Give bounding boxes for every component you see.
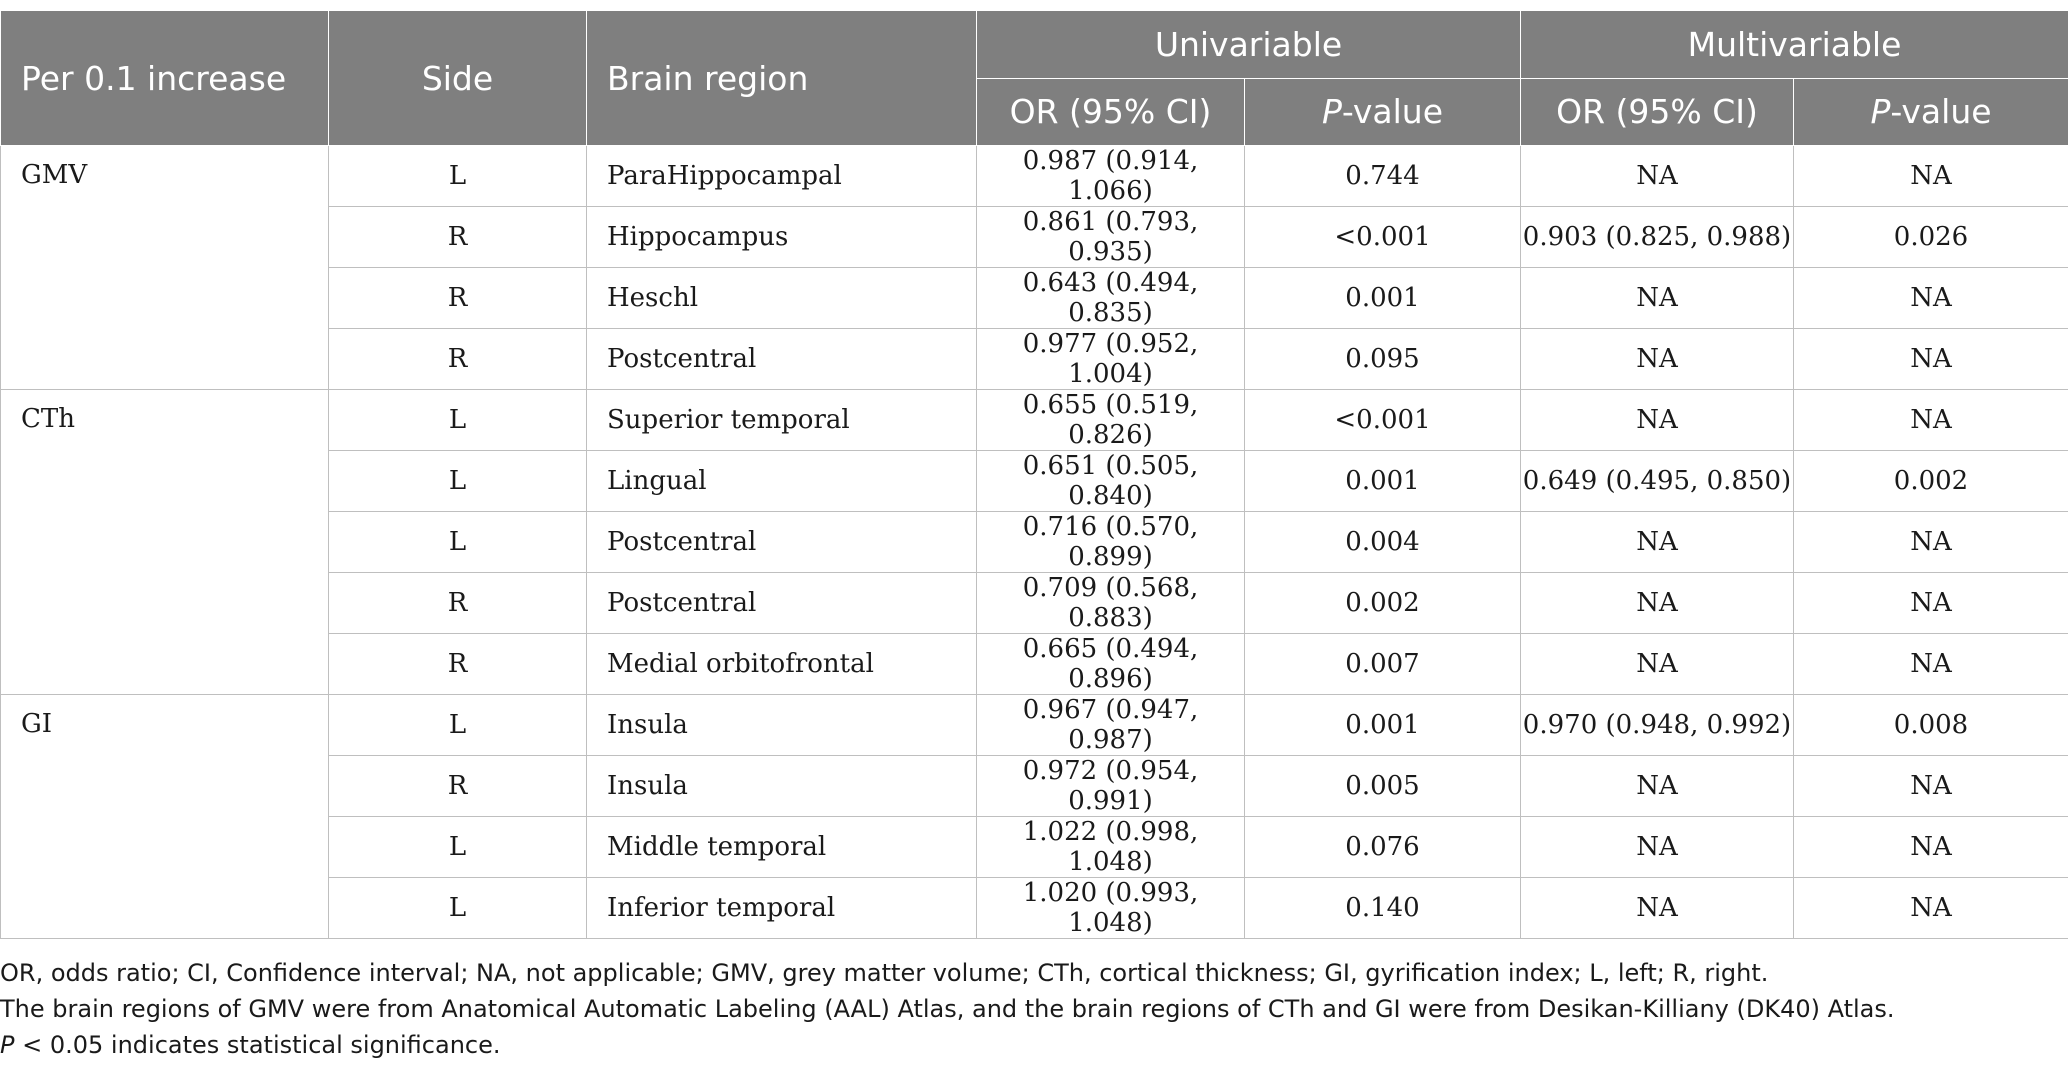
cell-multi-p: 0.026: [1794, 207, 2068, 268]
cell-multi-or: NA: [1521, 390, 1794, 451]
cell-multi-p: NA: [1794, 573, 2068, 634]
cell-multi-or: NA: [1521, 756, 1794, 817]
cell-uni-p: <0.001: [1245, 207, 1521, 268]
cell-uni-or: 1.022 (0.998, 1.048): [977, 817, 1245, 878]
table-row: [1, 146, 2068, 207]
footnote-significance: [0, 1027, 2060, 1063]
cell-side: R: [329, 634, 587, 695]
cell-multi-p: NA: [1794, 878, 2068, 939]
group-label-gmv: GMV: [1, 146, 329, 390]
cell-side: L: [329, 146, 587, 207]
cell-uni-p: 0.005: [1245, 756, 1521, 817]
table-body: [1, 146, 2068, 939]
cell-uni-or: 0.861 (0.793, 0.935): [977, 207, 1245, 268]
header-uni-p-value: [1245, 78, 1521, 146]
cell-uni-or: 0.651 (0.505, 0.840): [977, 451, 1245, 512]
cell-side: L: [329, 878, 587, 939]
header-univariable: Univariable: [977, 11, 1521, 79]
header-side: Side: [329, 11, 587, 146]
cell-uni-or: 0.716 (0.570, 0.899): [977, 512, 1245, 573]
cell-multi-p: NA: [1794, 756, 2068, 817]
cell-multi-p: NA: [1794, 329, 2068, 390]
cell-side: R: [329, 329, 587, 390]
cell-side: L: [329, 390, 587, 451]
cell-uni-p: 0.002: [1245, 573, 1521, 634]
cell-multi-or: NA: [1521, 329, 1794, 390]
cell-region: Inferior temporal: [587, 878, 977, 939]
header-brain-region: Brain region: [587, 11, 977, 146]
cell-multi-or: NA: [1521, 573, 1794, 634]
cell-uni-or: 0.655 (0.519, 0.826): [977, 390, 1245, 451]
cell-region: Middle temporal: [587, 817, 977, 878]
cell-uni-p: <0.001: [1245, 390, 1521, 451]
cell-multi-p: NA: [1794, 512, 2068, 573]
cell-multi-p: NA: [1794, 146, 2068, 207]
cell-region: Postcentral: [587, 512, 977, 573]
header-multi-p-value: [1794, 78, 2068, 146]
cell-side: R: [329, 207, 587, 268]
table-footnotes: [0, 955, 2060, 1063]
cell-uni-or: 0.972 (0.954, 0.991): [977, 756, 1245, 817]
cell-uni-or: 0.665 (0.494, 0.896): [977, 634, 1245, 695]
group-label-cth: CTh: [1, 390, 329, 695]
cell-uni-p: 0.076: [1245, 817, 1521, 878]
cell-multi-or: NA: [1521, 146, 1794, 207]
cell-region: Lingual: [587, 451, 977, 512]
cell-side: R: [329, 756, 587, 817]
cell-uni-p: 0.001: [1245, 451, 1521, 512]
cell-multi-or: NA: [1521, 634, 1794, 695]
table-row: [1, 390, 2068, 451]
cell-region: Postcentral: [587, 573, 977, 634]
cell-side: R: [329, 573, 587, 634]
header-multivariable: Multivariable: [1521, 11, 2068, 79]
header-per-increase: Per 0.1 increase: [1, 11, 329, 146]
results-table: [0, 10, 2068, 939]
cell-multi-p: NA: [1794, 268, 2068, 329]
header-uni-or-ci: OR (95% CI): [977, 78, 1245, 146]
footnote-p-italic: P: [0, 1031, 15, 1059]
cell-multi-or: NA: [1521, 817, 1794, 878]
header-uni-p-suffix: -value: [1341, 92, 1444, 132]
cell-multi-or: 0.970 (0.948, 0.992): [1521, 695, 1794, 756]
cell-uni-p: 0.001: [1245, 268, 1521, 329]
cell-side: L: [329, 451, 587, 512]
footnote-abbreviations: OR, odds ratio; CI, Confidence interval; NA, not applicable; GMV, grey matter volume; CTh, cortical thickness; GI, gyrification index; L, left; R, right.: [0, 959, 1769, 987]
cell-uni-p: 0.140: [1245, 878, 1521, 939]
cell-multi-p: NA: [1794, 634, 2068, 695]
cell-uni-p: 0.004: [1245, 512, 1521, 573]
cell-region: Medial orbitofrontal: [587, 634, 977, 695]
header-multi-p-italic: P: [1870, 92, 1891, 132]
cell-uni-p: 0.744: [1245, 146, 1521, 207]
header-uni-p-italic: P: [1321, 92, 1342, 132]
cell-side: R: [329, 268, 587, 329]
table-row: [1, 695, 2068, 756]
cell-uni-or: 0.643 (0.494, 0.835): [977, 268, 1245, 329]
cell-side: L: [329, 512, 587, 573]
cell-uni-p: 0.001: [1245, 695, 1521, 756]
cell-multi-or: 0.903 (0.825, 0.988): [1521, 207, 1794, 268]
cell-uni-or: 0.977 (0.952, 1.004): [977, 329, 1245, 390]
cell-multi-p: 0.008: [1794, 695, 2068, 756]
cell-side: L: [329, 695, 587, 756]
cell-region: Heschl: [587, 268, 977, 329]
cell-multi-p: 0.002: [1794, 451, 2068, 512]
cell-uni-or: 0.709 (0.568, 0.883): [977, 573, 1245, 634]
cell-side: L: [329, 817, 587, 878]
group-label-gi: GI: [1, 695, 329, 939]
cell-uni-or: 0.987 (0.914, 1.066): [977, 146, 1245, 207]
cell-uni-or: 1.020 (0.993, 1.048): [977, 878, 1245, 939]
cell-multi-p: NA: [1794, 817, 2068, 878]
header-multi-or-ci: OR (95% CI): [1521, 78, 1794, 146]
cell-uni-p: 0.007: [1245, 634, 1521, 695]
cell-multi-p: NA: [1794, 390, 2068, 451]
cell-multi-or: NA: [1521, 268, 1794, 329]
footnote-atlas-source: The brain regions of GMV were from Anatomical Automatic Labeling (AAL) Atlas, and the brain regions of CTh and GI were from Desikan-Killiany (DK40) Atlas.: [0, 995, 1895, 1023]
cell-multi-or: NA: [1521, 878, 1794, 939]
cell-multi-or: NA: [1521, 512, 1794, 573]
cell-region: Hippocampus: [587, 207, 977, 268]
cell-region: Insula: [587, 756, 977, 817]
cell-region: ParaHippocampal: [587, 146, 977, 207]
table-header: [1, 11, 2068, 146]
header-multi-p-suffix: -value: [1890, 92, 1992, 132]
cell-uni-or: 0.967 (0.947, 0.987): [977, 695, 1245, 756]
cell-region: Postcentral: [587, 329, 977, 390]
footnote-significance-text: < 0.05 indicates statistical significance.: [14, 1031, 501, 1059]
cell-region: Superior temporal: [587, 390, 977, 451]
cell-multi-or: 0.649 (0.495, 0.850): [1521, 451, 1794, 512]
cell-region: Insula: [587, 695, 977, 756]
cell-uni-p: 0.095: [1245, 329, 1521, 390]
